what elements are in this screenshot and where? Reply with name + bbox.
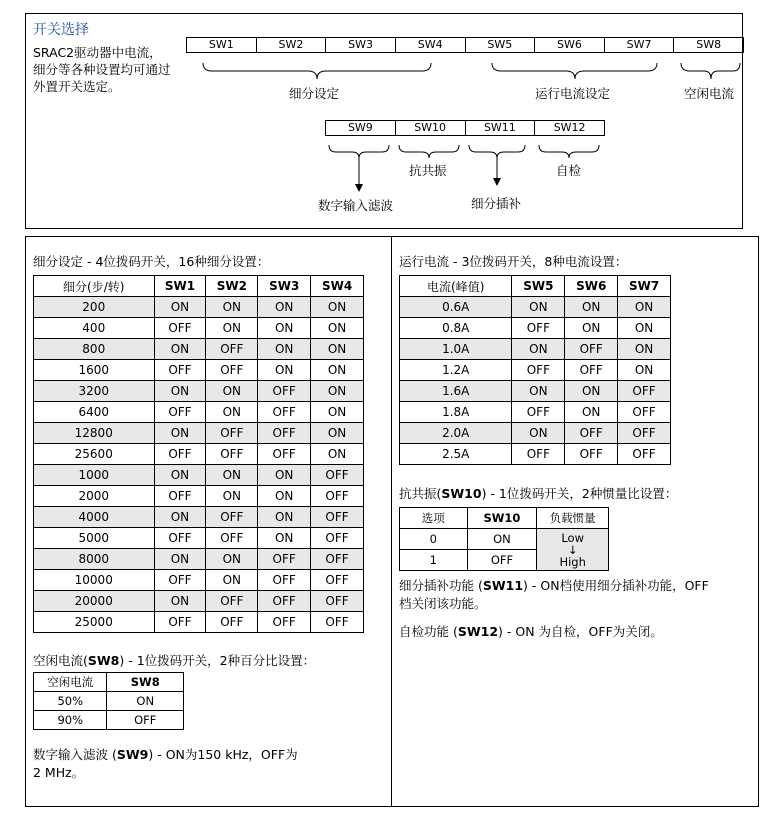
switch-label: SW10 <box>396 121 466 135</box>
filter-desc: ) - ON为150 kHz，OFF为 <box>148 747 298 762</box>
table-cell: 50% <box>34 692 107 711</box>
table-cell: OFF <box>154 444 206 465</box>
switch-label: SW2 <box>257 38 327 52</box>
table-header: SW3 <box>258 276 311 297</box>
table-cell: ON <box>565 297 618 318</box>
table-row <box>400 360 671 381</box>
table-row <box>34 486 364 507</box>
table-cell: OFF <box>565 444 618 465</box>
switch-label: SW4 <box>396 38 466 52</box>
table-cell: OFF <box>206 339 258 360</box>
anti-cell: ON <box>467 529 537 550</box>
table-cell: OFF <box>311 528 364 549</box>
run-current-table <box>399 275 671 465</box>
table-cell: 2.0A <box>400 423 512 444</box>
table-cell: OFF <box>565 360 618 381</box>
table-cell: OFF <box>618 381 671 402</box>
table-cell: 1600 <box>34 360 155 381</box>
table-row <box>400 297 671 318</box>
table-cell: ON <box>311 318 364 339</box>
table-cell: ON <box>618 339 671 360</box>
table-cell: ON <box>258 528 311 549</box>
smooth-desc: ) - ON档使用细分插补功能，OFF <box>523 578 709 593</box>
table-row <box>34 507 364 528</box>
table-cell: OFF <box>206 591 258 612</box>
table-cell: ON <box>311 402 364 423</box>
table-header: SW6 <box>565 276 618 297</box>
table-cell: ON <box>154 381 206 402</box>
table-row <box>34 318 364 339</box>
table-cell: OFF <box>154 486 206 507</box>
table-row <box>34 465 364 486</box>
table-cell: OFF <box>565 339 618 360</box>
table-cell: ON <box>512 339 565 360</box>
smoothing-note <box>399 577 755 613</box>
table-row <box>34 711 184 730</box>
table-cell: OFF <box>154 570 206 591</box>
table-cell: ON <box>154 339 206 360</box>
table-cell: ON <box>258 318 311 339</box>
smooth-text: 细分插补功能 ( <box>399 578 483 593</box>
label-anti-resonance: 抗共振 <box>409 163 447 178</box>
anti-header-option: 选项 <box>400 508 468 529</box>
table-cell: OFF <box>311 507 364 528</box>
anti-heading-text: 抗共振( <box>399 486 442 501</box>
table-header: SW8 <box>107 673 184 692</box>
table-cell: ON <box>311 339 364 360</box>
table-cell: OFF <box>311 612 364 633</box>
table-cell: OFF <box>258 591 311 612</box>
inertia-high: High <box>559 554 586 569</box>
table-cell: 3200 <box>34 381 155 402</box>
table-header: 细分(步/转) <box>34 276 155 297</box>
anti-header-inertia: 负载惯量 <box>537 508 609 529</box>
idle-current-table <box>33 672 184 730</box>
table-cell: OFF <box>154 612 206 633</box>
table-cell: OFF <box>618 444 671 465</box>
table-cell: ON <box>206 402 258 423</box>
table-cell: 90% <box>34 711 107 730</box>
table-cell: ON <box>618 297 671 318</box>
table-row <box>400 381 671 402</box>
table-row <box>34 297 364 318</box>
table-cell: ON <box>512 297 565 318</box>
table-header: SW1 <box>154 276 206 297</box>
section-title: 开关选择 <box>33 22 89 38</box>
table-cell: ON <box>311 297 364 318</box>
selftest-desc: ) - ON 为自检，OFF为关闭。 <box>498 624 663 639</box>
table-cell: OFF <box>258 444 311 465</box>
table-cell: OFF <box>512 318 565 339</box>
table-cell: ON <box>512 381 565 402</box>
table-row <box>400 423 671 444</box>
table-cell: ON <box>618 360 671 381</box>
selftest-switch: SW12 <box>457 624 499 639</box>
idle-heading-text: 空闲电流( <box>33 653 88 668</box>
table-cell: OFF <box>107 711 184 730</box>
inertia-cell <box>537 529 609 571</box>
label-idle-current: 空闲电流 <box>684 86 735 101</box>
label-digital-filter: 数字输入滤波 <box>318 198 394 213</box>
arrow-down-icon: ↓ <box>567 542 578 557</box>
table-row <box>400 402 671 423</box>
table-cell: 8000 <box>34 549 155 570</box>
table-cell: OFF <box>206 444 258 465</box>
table-cell: 1.2A <box>400 360 512 381</box>
table-cell: ON <box>311 423 364 444</box>
table-cell: OFF <box>206 360 258 381</box>
table-cell: ON <box>206 549 258 570</box>
table-cell: OFF <box>258 402 311 423</box>
table-cell: 800 <box>34 339 155 360</box>
table-cell: 25600 <box>34 444 155 465</box>
table-cell: 6400 <box>34 402 155 423</box>
table-cell: ON <box>565 318 618 339</box>
table-cell: ON <box>258 486 311 507</box>
table-cell: OFF <box>311 465 364 486</box>
smooth-desc-2: 档关闭该功能。 <box>399 596 487 611</box>
table-row <box>34 528 364 549</box>
table-cell: OFF <box>311 570 364 591</box>
anti-resonance-table <box>399 507 609 571</box>
table-row <box>34 549 364 570</box>
table-cell: 12800 <box>34 423 155 444</box>
table-row <box>34 423 364 444</box>
table-cell: ON <box>154 591 206 612</box>
table-cell: ON <box>258 465 311 486</box>
table-cell: 20000 <box>34 591 155 612</box>
table-cell: ON <box>107 692 184 711</box>
switch-label: SW8 <box>696 38 722 51</box>
selftest-text: 自检功能 ( <box>399 624 458 639</box>
switch-label: SW9 <box>326 121 396 135</box>
table-row <box>400 444 671 465</box>
table-row <box>34 570 364 591</box>
table-cell: 400 <box>34 318 155 339</box>
table-cell: 10000 <box>34 570 155 591</box>
table-cell: OFF <box>311 591 364 612</box>
table-cell: ON <box>258 360 311 381</box>
table-cell: ON <box>154 297 206 318</box>
table-cell: ON <box>154 465 206 486</box>
table-header: SW7 <box>618 276 671 297</box>
table-row <box>34 692 184 711</box>
table-cell: OFF <box>258 570 311 591</box>
table-cell: ON <box>154 507 206 528</box>
table-cell: ON <box>206 465 258 486</box>
table-cell: 4000 <box>34 507 155 528</box>
anti-heading-switch: SW10 <box>441 486 482 501</box>
table-row <box>400 339 671 360</box>
switch-label: SW11 <box>466 121 536 135</box>
table-cell: OFF <box>512 444 565 465</box>
self-test-note <box>399 623 755 641</box>
table-cell: ON <box>258 297 311 318</box>
table-cell: OFF <box>311 486 364 507</box>
table-cell: OFF <box>206 612 258 633</box>
table-cell: 1.6A <box>400 381 512 402</box>
table-cell: ON <box>206 381 258 402</box>
table-row <box>34 444 364 465</box>
table-row <box>34 339 364 360</box>
filter-desc-2: 2 MHz。 <box>33 765 85 780</box>
table-cell: 25000 <box>34 612 155 633</box>
table-header: SW4 <box>311 276 364 297</box>
filter-note <box>33 746 373 782</box>
table-cell: OFF <box>154 360 206 381</box>
table-cell: ON <box>206 486 258 507</box>
microstep-table <box>33 275 364 633</box>
table-row <box>34 360 364 381</box>
table-cell: 1.8A <box>400 402 512 423</box>
table-cell: OFF <box>618 423 671 444</box>
filter-switch: SW9 <box>116 747 149 762</box>
table-cell: ON <box>206 318 258 339</box>
anti-resonance-heading <box>399 484 677 502</box>
table-cell: ON <box>311 381 364 402</box>
inertia-low: Low <box>561 530 584 545</box>
idle-current-heading <box>33 651 315 669</box>
table-header: SW5 <box>512 276 565 297</box>
table-cell: OFF <box>512 402 565 423</box>
table-row <box>34 402 364 423</box>
filter-text: 数字输入滤波 ( <box>33 747 117 762</box>
label-smoothing: 细分插补 <box>471 196 522 211</box>
switch-label: SW6 <box>535 38 605 52</box>
run-current-heading: 运行电流 - 3位拨码开关，8种电流设置： <box>399 254 628 269</box>
table-header: 空闲电流 <box>34 673 107 692</box>
table-cell: ON <box>512 423 565 444</box>
table-cell: 1.0A <box>400 339 512 360</box>
table-cell: ON <box>206 297 258 318</box>
table-row <box>34 591 364 612</box>
table-cell: ON <box>154 549 206 570</box>
label-microstep: 细分设定 <box>289 86 340 101</box>
table-cell: 200 <box>34 297 155 318</box>
anti-header-switch: SW10 <box>467 508 537 529</box>
table-cell: OFF <box>258 381 311 402</box>
table-cell: OFF <box>206 423 258 444</box>
table-cell: 0.8A <box>400 318 512 339</box>
table-cell: OFF <box>512 360 565 381</box>
table-cell: OFF <box>258 549 311 570</box>
table-header: SW2 <box>206 276 258 297</box>
idle-heading-desc: ) - 1位拨码开关，2种百分比设置： <box>119 653 316 668</box>
idle-heading-switch: SW8 <box>87 653 120 668</box>
table-cell: ON <box>154 423 206 444</box>
table-cell: 0.6A <box>400 297 512 318</box>
switch-label: SW12 <box>553 121 586 134</box>
table-cell: OFF <box>154 402 206 423</box>
table-cell: ON <box>618 318 671 339</box>
table-cell: OFF <box>258 423 311 444</box>
table-cell: 2.5A <box>400 444 512 465</box>
switch-label: SW5 <box>466 38 536 52</box>
switch-label: SW1 <box>187 38 257 52</box>
table-cell: OFF <box>618 402 671 423</box>
table-row <box>34 381 364 402</box>
table-cell: 5000 <box>34 528 155 549</box>
anti-cell: OFF <box>467 550 537 571</box>
table-cell: ON <box>565 402 618 423</box>
table-cell: ON <box>311 360 364 381</box>
table-cell: OFF <box>154 528 206 549</box>
smooth-switch: SW11 <box>482 578 524 593</box>
label-self-test: 自检 <box>556 163 582 178</box>
switch-label: SW3 <box>326 38 396 52</box>
table-cell: OFF <box>258 612 311 633</box>
label-run-current: 运行电流设定 <box>535 86 611 101</box>
table-cell: 2000 <box>34 486 155 507</box>
switch-label: SW7 <box>605 38 675 52</box>
anti-cell: 1 <box>400 550 468 571</box>
table-cell: ON <box>258 339 311 360</box>
anti-heading-desc: ) - 1位拨码开关，2种惯量比设置： <box>481 486 678 501</box>
table-cell: OFF <box>311 549 364 570</box>
table-row <box>34 612 364 633</box>
table-cell: OFF <box>565 423 618 444</box>
table-cell: ON <box>311 444 364 465</box>
table-row <box>400 318 671 339</box>
anti-cell: 0 <box>400 529 468 550</box>
microstep-heading: 细分设定 - 4位拨码开关，16种细分设置： <box>33 254 270 269</box>
table-cell: OFF <box>206 507 258 528</box>
table-cell: OFF <box>206 528 258 549</box>
table-cell: ON <box>206 570 258 591</box>
table-header: 电流(峰值) <box>400 276 512 297</box>
table-cell: ON <box>565 381 618 402</box>
table-cell: ON <box>258 507 311 528</box>
table-cell: 1000 <box>34 465 155 486</box>
intro-text: SRAC2驱动器中电流，细分等各种设置均可通过外置开关选定。 <box>33 45 171 94</box>
table-cell: OFF <box>154 318 206 339</box>
